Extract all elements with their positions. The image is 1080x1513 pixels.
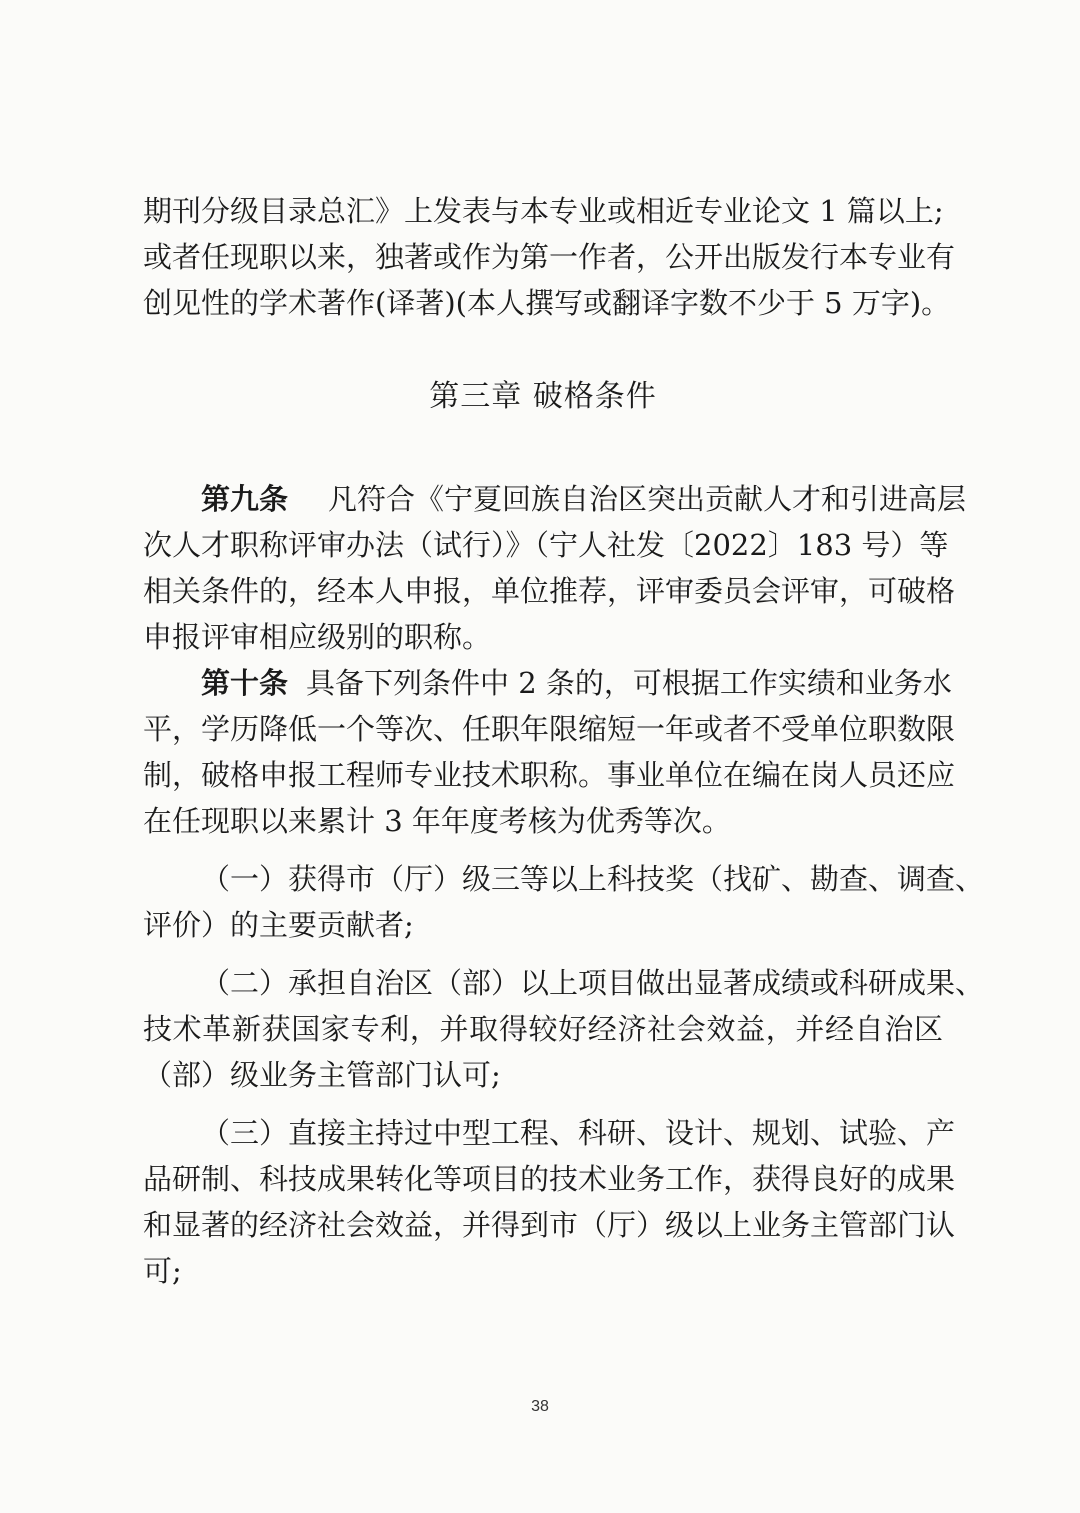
text-line: 制，破格申报工程师专业技术职称。事业单位在编在岗人员还应 — [143, 758, 956, 792]
text-line: 创见性的学术著作(译著)(本人撰写或翻译字数不少于 5 万字)。 — [143, 286, 951, 320]
item-1-line: （一）获得市（厅）级三等以上科技奖（找矿、勘查、调查、 — [201, 862, 985, 896]
item-2-line: （部）级业务主管部门认可; — [143, 1058, 501, 1092]
article-9-label: 第九条 — [201, 482, 289, 516]
item-2-line: 技术革新获国家专利，并取得较好经济社会效益，并经自治区 — [143, 1012, 943, 1046]
document-body — [143, 188, 985, 1294]
text-line: 平，学历降低一个等次、任职年限缩短一年或者不受单位职数限 — [143, 712, 956, 746]
text-line: 期刊分级目录总汇》上发表与本专业或相近专业论文 1 篇以上; — [143, 194, 944, 228]
item-1-line: 评价）的主要贡献者; — [143, 908, 414, 942]
item-3-line: 品研制、科技成果转化等项目的技术业务工作，获得良好的成果 — [143, 1162, 956, 1196]
text-line: 相关条件的，经本人申报，单位推荐，评审委员会评审，可破格 — [143, 574, 956, 608]
text-line: 次人才职称评审办法（试行）》（宁人社发〔2022〕183 号）等 — [143, 528, 949, 562]
text-line: 或者任现职以来，独著或作为第一作者，公开出版发行本专业有 — [143, 240, 956, 274]
text-line: 在任现职以来累计 3 年年度考核为优秀等次。 — [143, 804, 731, 838]
item-3-line: 可; — [143, 1254, 182, 1288]
article-10-text: 具备下列条件中 2 条的，可根据工作实绩和业务水 — [306, 666, 952, 700]
article-10-first-line — [143, 660, 952, 706]
article-9-text: 凡符合《宁夏回族自治区突出贡献人才和引进高层 — [328, 482, 967, 516]
chapter-title: 第三章 破格条件 — [429, 379, 657, 414]
page-number: 38 — [531, 1398, 549, 1415]
article-10-label: 第十条 — [201, 666, 289, 700]
text-line: 申报评审相应级别的职称。 — [143, 620, 492, 654]
item-3-line: 和显著的经济社会效益，并得到市（厅）级以上业务主管部门认 — [143, 1208, 956, 1242]
article-9-first-line — [143, 476, 967, 522]
item-3-line: （三）直接主持过中型工程、科研、设计、规划、试验、产 — [201, 1116, 956, 1150]
item-2-line: （二）承担自治区（部）以上项目做出显著成绩或科研成果、 — [201, 966, 985, 1000]
